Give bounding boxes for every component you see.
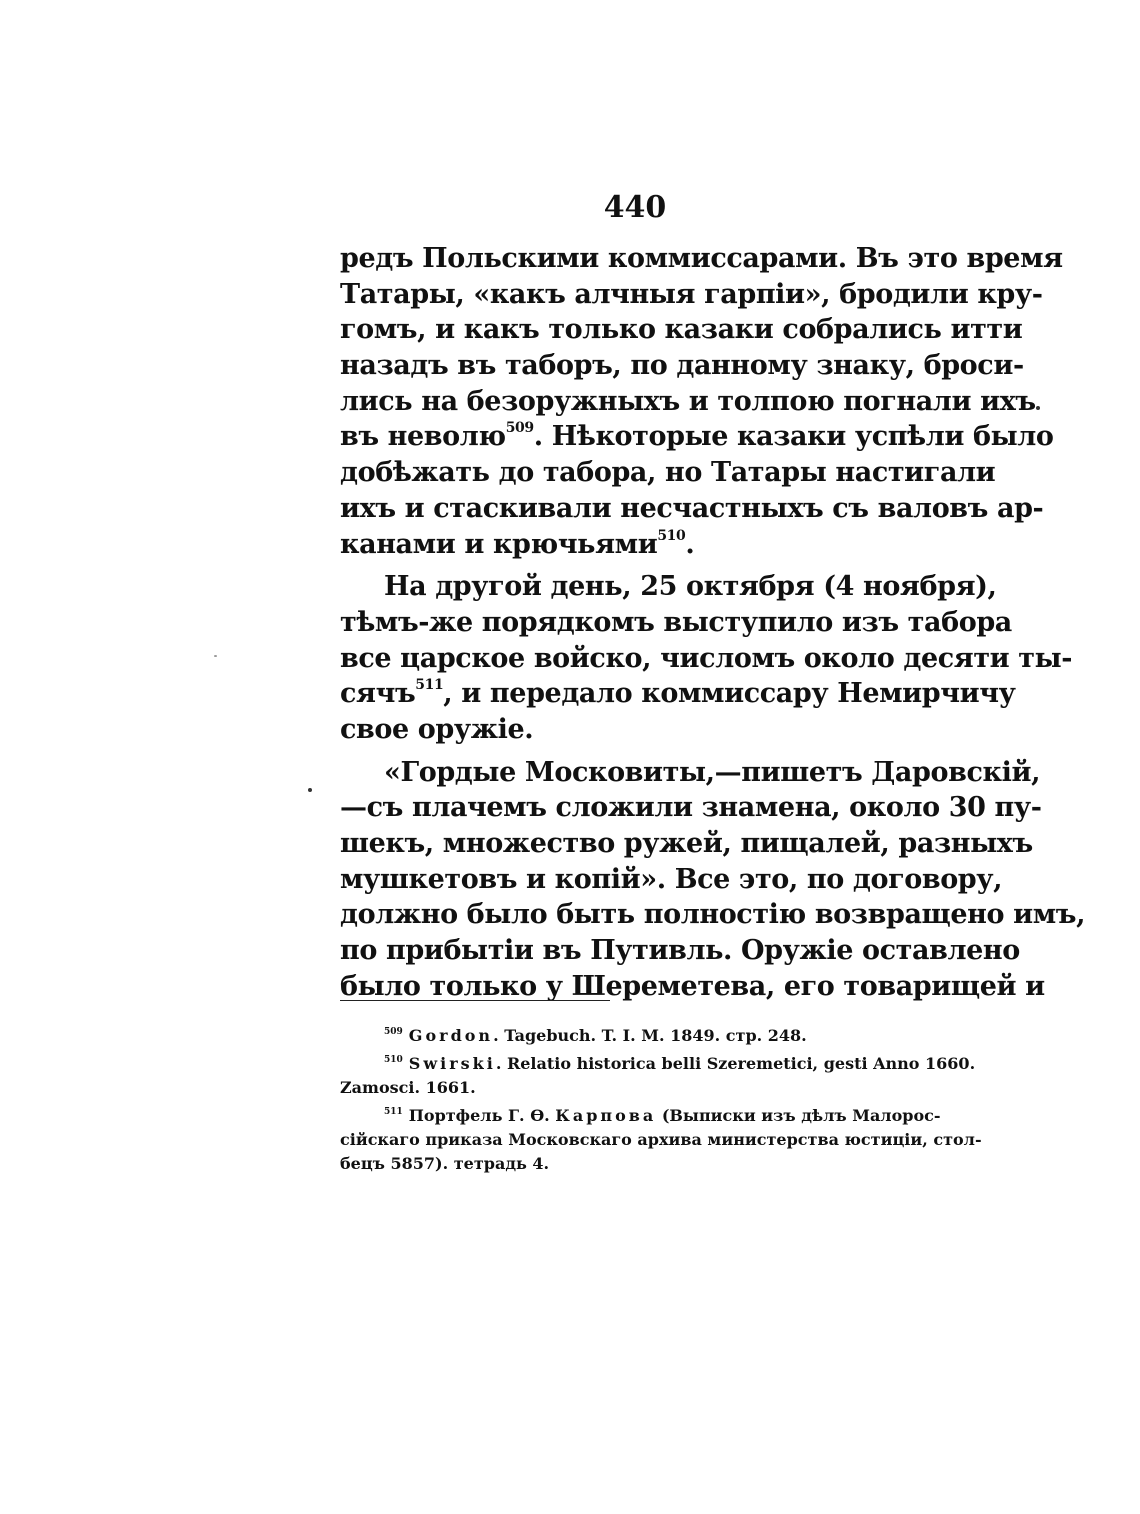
scan-speck bbox=[1036, 406, 1040, 410]
footnote-author: Карпова bbox=[555, 1106, 657, 1125]
footnote-text: . Relatio historica belli Szeremetici, gesti Anno 1660. bbox=[495, 1054, 976, 1073]
footnote-number: 509 bbox=[384, 1027, 403, 1037]
text-line: лись на безоружныхъ и толпою погнали ихъ bbox=[340, 385, 1036, 417]
footnote-509 bbox=[340, 1020, 928, 1048]
text-line: было только у Шереметева, его товарищей и bbox=[340, 970, 1045, 1002]
text-line bbox=[340, 419, 1054, 455]
footnote-510-cont: Zamosci. 1661. bbox=[340, 1078, 476, 1097]
footnote-author: Gordon bbox=[408, 1026, 494, 1045]
text-line: —съ плачемъ сложили знамена, около 30 пу- bbox=[340, 792, 1042, 824]
text-line: редъ Польскими коммиссарами. Въ это время bbox=[340, 243, 1063, 274]
text-fragment: , и передало коммиссару Немирчичу bbox=[443, 678, 1016, 710]
footnote-ref-510: 510 bbox=[657, 527, 686, 544]
footnote-ref-509: 509 bbox=[505, 420, 534, 437]
footnote-number: 511 bbox=[384, 1107, 403, 1117]
footnote-text: Портфель Г. Ѳ. bbox=[408, 1106, 556, 1125]
footnote-text: . Tagebuch. T. I. M. 1849. стр. 248. bbox=[493, 1026, 807, 1045]
text-line: ихъ и стаскивали несчастныхъ съ валовъ ар- bbox=[340, 492, 1044, 524]
text-line: «Гордые Московиты,—пишетъ Даровскій, bbox=[384, 756, 1041, 788]
footnote-author: Swirski bbox=[408, 1054, 496, 1073]
footnote-511 bbox=[340, 1100, 941, 1128]
text-fragment: . Нѣкоторые казаки успѣли было bbox=[533, 421, 1054, 453]
footnotes bbox=[340, 1020, 982, 1176]
footnote-511-cont: сійскаго приказа Московскаго архива министерства юстиціи, стол- bbox=[340, 1130, 982, 1149]
text-line: мушкетовъ и копій». Все это, по договору, bbox=[340, 863, 1003, 895]
page-number: 440 bbox=[603, 190, 667, 225]
text-line: Татары, «какъ алчныя гарпіи», бродили кру- bbox=[340, 278, 1043, 310]
text-fragment: . bbox=[685, 528, 695, 560]
text-fragment: въ неволю bbox=[340, 421, 506, 453]
text-line: назадъ въ таборъ, по данному знаку, броси- bbox=[340, 350, 1024, 382]
footnote-ref-511: 511 bbox=[415, 677, 444, 694]
footnote-511-cont: бецъ 5857). тетрадь 4. bbox=[340, 1154, 550, 1173]
text-line: тѣмъ-же порядкомъ выступило изъ табора bbox=[340, 606, 1012, 638]
text-line bbox=[340, 527, 928, 563]
text-line: добѣжать до табора, но Татары настигали bbox=[340, 457, 996, 489]
footnote-number: 510 bbox=[384, 1055, 403, 1065]
scan-speck bbox=[214, 655, 217, 657]
text-line: по прибытіи въ Путивль. Оружіе оставлено bbox=[340, 935, 1020, 967]
text-line: должно было быть полностію возвращено имъ, bbox=[340, 899, 1086, 931]
text-line: гомъ, и какъ только казаки собрались итти bbox=[340, 314, 1023, 346]
text-line: шекъ, множество ружей, пищалей, разныхъ bbox=[340, 828, 1033, 859]
text-line bbox=[340, 676, 1016, 712]
footnote-text: (Выписки изъ дѣлъ Малорос- bbox=[656, 1106, 941, 1125]
text-fragment: канами и крючьями bbox=[340, 528, 658, 560]
scan-speck bbox=[308, 788, 312, 792]
footnote-separator bbox=[340, 1000, 610, 1001]
text-line: свое оружіе. bbox=[340, 713, 534, 745]
text-line: все царское войско, числомъ около десяти ты- bbox=[340, 642, 1073, 674]
text-fragment: сячъ bbox=[340, 678, 416, 710]
body-text bbox=[340, 241, 1086, 1004]
footnote-510 bbox=[340, 1048, 976, 1076]
text-line: На другой день, 25 октября (4 ноября), bbox=[384, 571, 997, 603]
